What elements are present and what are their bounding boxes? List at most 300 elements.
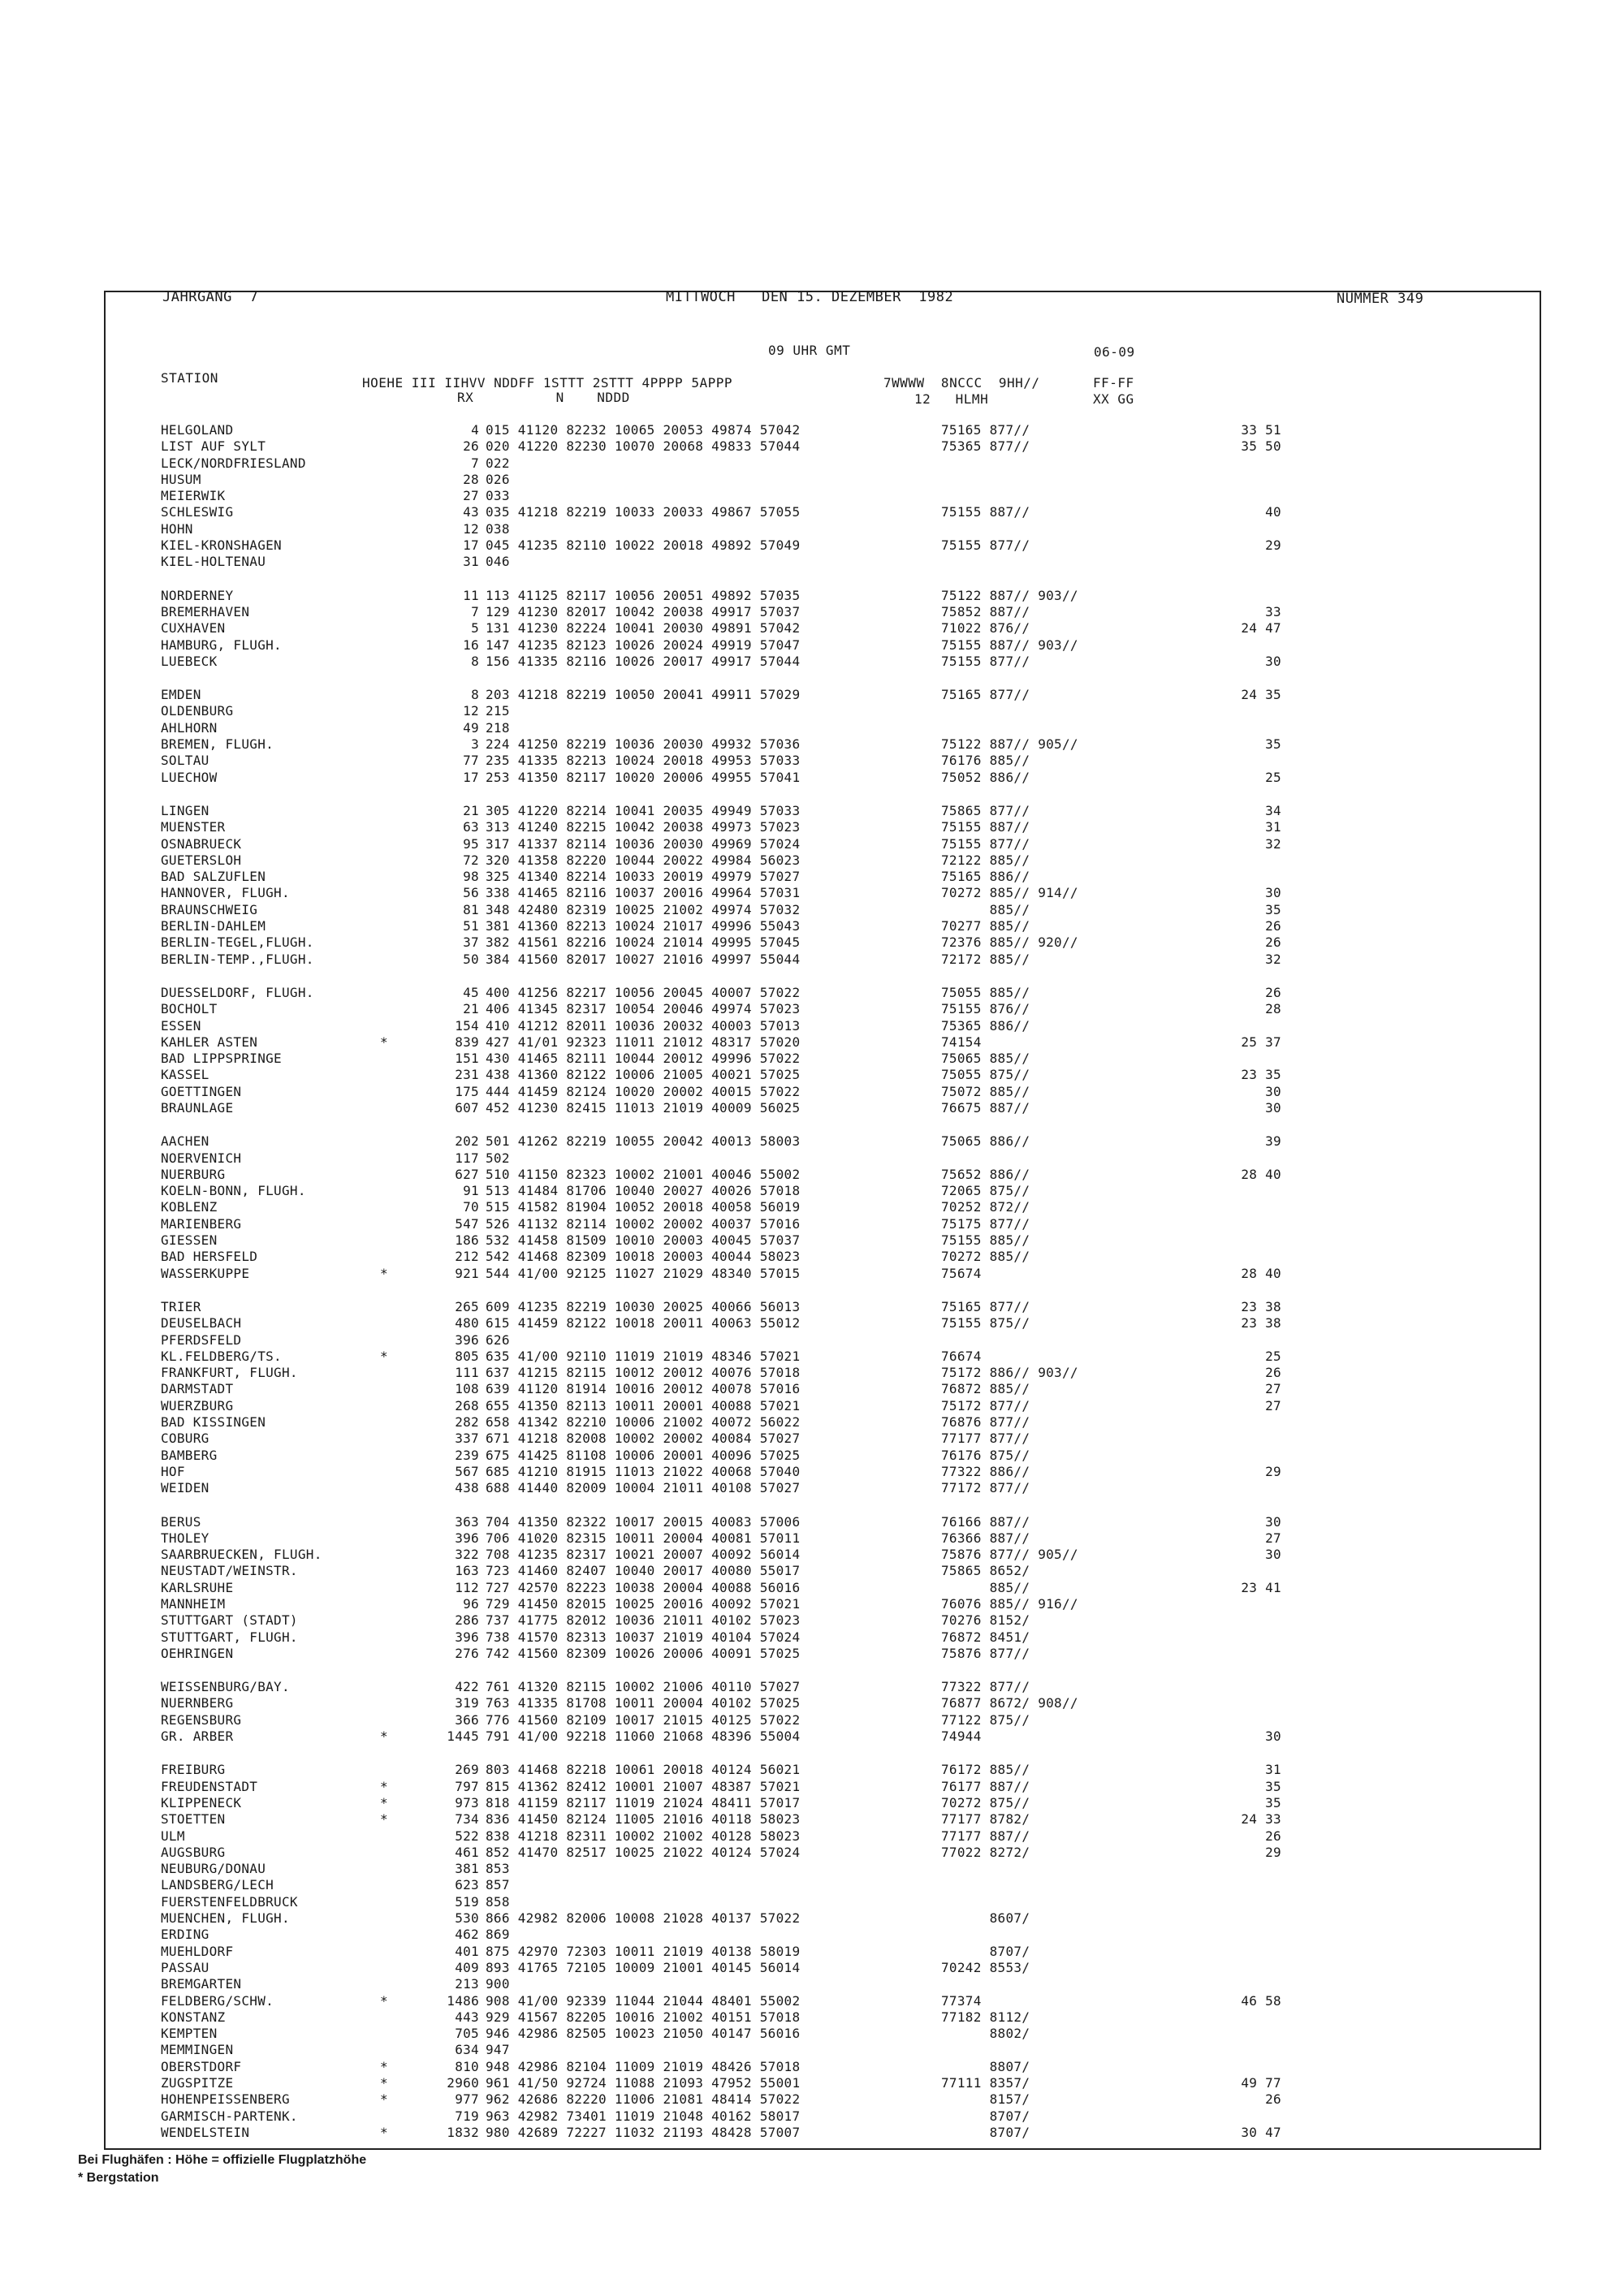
station-height: 70 <box>463 1199 479 1215</box>
synop-groups: 305 41220 82214 10041 20035 49949 57033 <box>486 802 801 818</box>
station-name: OEHRINGEN <box>161 1645 234 1661</box>
synop-groups: 893 41765 72105 10009 21001 40145 56014 <box>486 1959 801 1975</box>
station-name: WEIDEN <box>161 1480 209 1496</box>
synop-groups: 427 41/01 92323 11011 21012 48317 57020 <box>486 1034 801 1050</box>
station-name: THOLEY <box>161 1530 209 1546</box>
weather-groups: 8157/ <box>941 2091 1030 2108</box>
station-height: 96 <box>463 1596 479 1612</box>
weather-groups: 70272 885// <box>941 1249 1030 1265</box>
wind-gusts: 23 38 <box>1241 1315 1281 1331</box>
station-name: AUGSBURG <box>161 1844 226 1860</box>
station-name: CUXHAVEN <box>161 620 226 637</box>
station-height: 37 <box>463 934 479 951</box>
synop-groups: 410 41212 82011 10036 20032 40003 57013 <box>486 1017 801 1034</box>
observation-time: 09 UHR GMT <box>768 343 851 358</box>
station-height: 719 <box>455 2108 479 2124</box>
weather-groups: 70272 875// <box>941 1794 1030 1810</box>
station-name: STUTTGART (STADT) <box>161 1612 298 1629</box>
weather-groups: 76176 885// <box>941 753 1030 769</box>
wind-gusts: 33 <box>1265 603 1281 619</box>
wind-gusts: 35 <box>1265 901 1281 917</box>
weather-groups: 75865 8652/ <box>941 1563 1030 1579</box>
wind-gusts: 26 <box>1265 984 1281 1000</box>
synop-groups: 637 41215 82115 10012 20012 40076 57018 <box>486 1365 801 1381</box>
synop-groups: 639 41120 81914 10016 20012 40078 57016 <box>486 1381 801 1397</box>
wind-gusts: 32 <box>1265 835 1281 852</box>
weather-groups: 76872 885// <box>941 1381 1030 1397</box>
station-name: SAARBRUECKEN, FLUGH. <box>161 1547 322 1563</box>
station-name: REGENSBURG <box>161 1711 242 1728</box>
synop-groups: 858 <box>486 1893 510 1910</box>
synop-groups: 510 41150 82323 10002 21001 40046 55002 <box>486 1166 801 1182</box>
column-header-line2: RX N NDDD <box>457 390 630 405</box>
station-name: ULM <box>161 1828 185 1844</box>
synop-groups: 737 41775 82012 10036 21011 40102 57023 <box>486 1612 801 1629</box>
station-name: BAD HERSFELD <box>161 1249 258 1265</box>
station-name: DARMSTADT <box>161 1381 234 1397</box>
station-height: 1445 <box>447 1728 479 1745</box>
station-name: DUESSELDORF, FLUGH. <box>161 984 314 1000</box>
station-height: 91 <box>463 1183 479 1199</box>
station-height: 186 <box>455 1232 479 1249</box>
station-height: 63 <box>463 819 479 835</box>
station-height: 5 <box>471 620 479 637</box>
station-height: 11 <box>463 587 479 603</box>
weather-groups: 70272 885// 914// <box>941 885 1078 901</box>
wind-gusts: 39 <box>1265 1133 1281 1150</box>
weather-groups: 77177 877// <box>941 1431 1030 1447</box>
weather-groups: 77182 8112/ <box>941 2009 1030 2025</box>
weather-groups: 75065 886// <box>941 1133 1030 1150</box>
station-name: HANNOVER, FLUGH. <box>161 885 290 901</box>
station-height: 443 <box>455 2009 479 2025</box>
station-height: 8 <box>471 653 479 669</box>
mountain-marker: * <box>380 2058 388 2074</box>
wind-gusts: 33 51 <box>1241 422 1281 438</box>
weather-groups: 75365 877// <box>941 438 1030 455</box>
weather-groups: 70242 8553/ <box>941 1959 1030 1975</box>
synop-groups: 338 41465 82116 10037 20016 49964 57031 <box>486 885 801 901</box>
station-height: 17 <box>463 769 479 785</box>
weather-groups: 74154 <box>941 1034 982 1050</box>
weather-groups: 70252 872// <box>941 1199 1030 1215</box>
weather-groups: 75155 875// <box>941 1315 1030 1331</box>
synop-groups: 046 <box>486 554 510 570</box>
synop-groups: 147 41235 82123 10026 20024 49919 57047 <box>486 637 801 653</box>
station-name: HOHENPEISSENBERG <box>161 2091 290 2108</box>
wind-gusts: 27 <box>1265 1397 1281 1413</box>
synop-groups: 382 41561 82216 10024 21014 49995 57045 <box>486 934 801 951</box>
weather-groups: 70277 885// <box>941 918 1030 934</box>
station-name: LECK/NORDFRIESLAND <box>161 455 306 471</box>
station-height: 56 <box>463 885 479 901</box>
synop-groups: 723 41460 82407 10040 20017 40080 55017 <box>486 1563 801 1579</box>
wind-gusts: 27 <box>1265 1381 1281 1397</box>
wind-gusts: 23 35 <box>1241 1067 1281 1083</box>
station-height: 117 <box>455 1150 479 1166</box>
station-height: 202 <box>455 1133 479 1150</box>
station-name: MEMMINGEN <box>161 2042 234 2058</box>
synop-groups: 035 41218 82219 10033 20033 49867 57055 <box>486 504 801 520</box>
wind-gusts: 30 <box>1265 1083 1281 1099</box>
station-name: EMDEN <box>161 687 201 703</box>
station-height: 108 <box>455 1381 479 1397</box>
station-name: BAD SALZUFLEN <box>161 869 266 885</box>
station-name: OBERSTDORF <box>161 2058 242 2074</box>
station-height: 282 <box>455 1414 479 1431</box>
wind-gusts: 30 47 <box>1241 2124 1281 2140</box>
station-name: NOERVENICH <box>161 1150 242 1166</box>
wind-gusts: 26 <box>1265 1365 1281 1381</box>
synop-groups: 704 41350 82322 10017 20015 40083 57006 <box>486 1513 801 1530</box>
synop-groups: 313 41240 82215 10042 20038 49973 57023 <box>486 819 801 835</box>
station-name: KONSTANZ <box>161 2009 226 2025</box>
station-name: KIEL-KRONSHAGEN <box>161 537 282 554</box>
synop-groups: 761 41320 82115 10002 21006 40110 57027 <box>486 1679 801 1695</box>
wind-gusts: 24 35 <box>1241 687 1281 703</box>
weather-groups: 75122 887// 903// <box>941 587 1078 603</box>
weather-groups: 75155 887// 903// <box>941 637 1078 653</box>
mountain-marker: * <box>380 1265 388 1281</box>
synop-groups: 381 41360 82213 10024 21017 49996 55043 <box>486 918 801 934</box>
station-height: 276 <box>455 1645 479 1661</box>
weather-groups: 77111 8357/ <box>941 2075 1030 2091</box>
weather-groups: 8707/ <box>941 1943 1030 1959</box>
station-height: 977 <box>455 2091 479 2108</box>
station-height: 12 <box>463 703 479 719</box>
weather-groups: 76177 887// <box>941 1778 1030 1794</box>
station-name: HELGOLAND <box>161 422 234 438</box>
weather-groups: 75172 877// <box>941 1397 1030 1413</box>
column-groups-line1: 7WWWW 8NCCC 9HH// <box>883 375 1040 391</box>
station-height: 462 <box>455 1927 479 1943</box>
station-height: 839 <box>455 1034 479 1050</box>
station-name: KOBLENZ <box>161 1199 218 1215</box>
weather-groups: 75165 877// <box>941 1298 1030 1314</box>
wind-gusts: 29 <box>1265 537 1281 554</box>
station-name: BREMEN, FLUGH. <box>161 736 274 753</box>
weather-groups: 77177 8782/ <box>941 1811 1030 1828</box>
synop-groups: 857 <box>486 1877 510 1893</box>
weather-groups: 76172 885// <box>941 1762 1030 1778</box>
station-height: 21 <box>463 1001 479 1017</box>
wind-gusts: 30 <box>1265 885 1281 901</box>
wind-gusts: 35 <box>1265 1794 1281 1810</box>
synop-groups: 655 41350 82113 10011 20001 40088 57021 <box>486 1397 801 1413</box>
wind-gusts: 25 37 <box>1241 1034 1281 1050</box>
station-name: BOCHOLT <box>161 1001 218 1017</box>
station-height: 265 <box>455 1298 479 1314</box>
station-name: ERDING <box>161 1927 209 1943</box>
synop-groups: 526 41132 82114 10002 20002 40037 57016 <box>486 1215 801 1232</box>
synop-groups: 542 41468 82309 10018 20003 40044 58023 <box>486 1249 801 1265</box>
station-height: 734 <box>455 1811 479 1828</box>
station-height: 381 <box>455 1861 479 1877</box>
synop-groups: 544 41/00 92125 11027 21029 48340 57015 <box>486 1265 801 1281</box>
station-height: 231 <box>455 1067 479 1083</box>
synop-groups: 325 41340 82214 10033 20019 49979 57027 <box>486 869 801 885</box>
weather-groups: 75876 877// 905// <box>941 1547 1078 1563</box>
station-name: GUETERSLOH <box>161 852 242 868</box>
station-name: OSNABRUECK <box>161 835 242 852</box>
synop-groups: 320 41358 82220 10044 20022 49984 56023 <box>486 852 801 868</box>
weather-groups: 75052 886// <box>941 769 1030 785</box>
wind-gusts: 31 <box>1265 1762 1281 1778</box>
weather-groups: 77322 886// <box>941 1463 1030 1479</box>
station-name: COBURG <box>161 1431 209 1447</box>
synop-groups: 513 41484 81706 10040 20027 40026 57018 <box>486 1183 801 1199</box>
station-name: BAD LIPPSPRINGE <box>161 1051 282 1067</box>
weather-groups: 75155 877// <box>941 835 1030 852</box>
station-height: 705 <box>455 2026 479 2042</box>
wind-gusts: 26 <box>1265 918 1281 934</box>
synop-groups: 015 41120 82232 10065 20053 49874 57042 <box>486 422 801 438</box>
station-name: PASSAU <box>161 1959 209 1975</box>
synop-groups: 444 41459 82124 10020 20002 40015 57022 <box>486 1083 801 1099</box>
station-name: MUEHLDORF <box>161 1943 234 1959</box>
synop-groups: 022 <box>486 455 510 471</box>
synop-groups: 609 41235 82219 10030 20025 40066 56013 <box>486 1298 801 1314</box>
date-label: MITTWOCH DEN 15. DEZEMBER 1982 <box>666 289 954 305</box>
synop-groups: 235 41335 82213 10024 20018 49953 57033 <box>486 753 801 769</box>
synop-groups: 838 41218 82311 10002 21002 40128 58023 <box>486 1828 801 1844</box>
station-height: 530 <box>455 1910 479 1927</box>
station-height: 95 <box>463 835 479 852</box>
weather-groups: 76366 887// <box>941 1530 1030 1546</box>
station-name: LINGEN <box>161 802 209 818</box>
station-name: KASSEL <box>161 1067 209 1083</box>
mountain-marker: * <box>380 1728 388 1745</box>
wind-gusts: 26 <box>1265 934 1281 951</box>
wind-gusts: 28 40 <box>1241 1265 1281 1281</box>
station-name: BREMERHAVEN <box>161 603 250 619</box>
weather-groups: 77374 <box>941 1992 982 2009</box>
station-height: 26 <box>463 438 479 455</box>
weather-groups: 75155 887// <box>941 819 1030 835</box>
synop-groups: 658 41342 82210 10006 21002 40072 56022 <box>486 1414 801 1431</box>
station-height: 8 <box>471 687 479 703</box>
weather-groups: 75055 885// <box>941 984 1030 1000</box>
weather-groups: 75155 885// <box>941 1232 1030 1249</box>
wind-gusts: 32 <box>1265 951 1281 967</box>
station-name: BAMBERG <box>161 1447 218 1463</box>
station-name: STUTTGART, FLUGH. <box>161 1629 298 1645</box>
station-name: MANNHEIM <box>161 1596 226 1612</box>
station-name: LANDSBERG/LECH <box>161 1877 274 1893</box>
issue-number: NUMMER 349 <box>1337 291 1424 307</box>
station-name: OLDENBURG <box>161 703 234 719</box>
synop-groups: 203 41218 82219 10050 20041 49911 57029 <box>486 687 801 703</box>
wind-gusts: 28 40 <box>1241 1166 1281 1182</box>
synop-groups: 685 41210 81915 11013 21022 40068 57040 <box>486 1463 801 1479</box>
wind-gusts: 24 33 <box>1241 1811 1281 1828</box>
station-height: 286 <box>455 1612 479 1629</box>
weather-groups: 77322 877// <box>941 1679 1030 1695</box>
station-name: STOETTEN <box>161 1811 226 1828</box>
weather-groups: 76876 877// <box>941 1414 1030 1431</box>
station-height: 461 <box>455 1844 479 1860</box>
volume-label: JAHRGANG 7 <box>162 289 259 305</box>
station-name: WUERZBURG <box>161 1397 234 1413</box>
synop-groups: 635 41/00 92110 11019 21019 48346 57021 <box>486 1348 801 1364</box>
station-name: FRANKFURT, FLUGH. <box>161 1365 298 1381</box>
weather-groups: 75155 876// <box>941 1001 1030 1017</box>
wind-gusts: 46 58 <box>1241 1992 1281 2009</box>
station-height: 2960 <box>447 2075 479 2091</box>
station-height: 81 <box>463 901 479 917</box>
wind-gusts: 49 77 <box>1241 2075 1281 2091</box>
column-header-line1: HOEHE III IIHVV NDDFF 1STTT 2STTT 4PPPP 5APPP <box>362 375 732 391</box>
station-name: TRIER <box>161 1298 201 1314</box>
synop-groups: 791 41/00 92218 11060 21068 48396 55004 <box>486 1728 801 1745</box>
weather-groups: 75674 <box>941 1265 982 1281</box>
station-name: KLIPPENECK <box>161 1794 242 1810</box>
footnote-mountain-station: * Bergstation <box>78 2171 159 2185</box>
station-height: 627 <box>455 1166 479 1182</box>
weather-groups: 75155 877// <box>941 653 1030 669</box>
station-name: SCHLESWIG <box>161 504 234 520</box>
station-height: 175 <box>455 1083 479 1099</box>
station-height: 151 <box>455 1051 479 1067</box>
wind-gusts: 23 41 <box>1241 1579 1281 1595</box>
weather-groups: 75122 887// 905// <box>941 736 1078 753</box>
synop-groups: 869 <box>486 1927 510 1943</box>
station-name: FELDBERG/SCHW. <box>161 1992 274 2009</box>
synop-groups: 452 41230 82415 11013 21019 40009 56025 <box>486 1099 801 1116</box>
weather-groups: 76877 8672/ 908// <box>941 1695 1078 1711</box>
weather-groups: 885// <box>941 901 1030 917</box>
station-height: 607 <box>455 1099 479 1116</box>
station-name: MUENCHEN, FLUGH. <box>161 1910 290 1927</box>
wind-gusts: 30 <box>1265 1728 1281 1745</box>
synop-groups: 742 41560 82309 10026 20006 40091 57025 <box>486 1645 801 1661</box>
station-name: LIST AUF SYLT <box>161 438 266 455</box>
station-height: 973 <box>455 1794 479 1810</box>
station-height: 212 <box>455 1249 479 1265</box>
wind-gusts: 30 <box>1265 1099 1281 1116</box>
wind-gusts: 34 <box>1265 802 1281 818</box>
station-name: HAMBURG, FLUGH. <box>161 637 282 653</box>
station-name: BRAUNSCHWEIG <box>161 901 258 917</box>
mountain-marker: * <box>380 1794 388 1810</box>
mountain-marker: * <box>380 1992 388 2009</box>
synop-groups: 875 42970 72303 10011 21019 40138 58019 <box>486 1943 801 1959</box>
weather-groups: 76176 875// <box>941 1447 1030 1463</box>
wind-gusts: 29 <box>1265 1463 1281 1479</box>
station-height: 396 <box>455 1530 479 1546</box>
synop-groups: 626 <box>486 1331 510 1348</box>
station-name: WENDELSTEIN <box>161 2124 250 2140</box>
station-height: 239 <box>455 1447 479 1463</box>
weather-groups: 75165 877// <box>941 687 1030 703</box>
synop-groups: 706 41020 82315 10011 20004 40081 57011 <box>486 1530 801 1546</box>
station-name: PFERDSFELD <box>161 1331 242 1348</box>
station-height: 547 <box>455 1215 479 1232</box>
station-name: KAHLER ASTEN <box>161 1034 258 1050</box>
synop-groups: 908 41/00 92339 11044 21044 48401 55002 <box>486 1992 801 2009</box>
station-height: 623 <box>455 1877 479 1893</box>
synop-groups: 045 41235 82110 10022 20018 49892 57049 <box>486 537 801 554</box>
synop-groups: 113 41125 82117 10056 20051 49892 57035 <box>486 587 801 603</box>
station-name: MARIENBERG <box>161 1215 242 1232</box>
synop-groups: 156 41335 82116 10026 20017 49917 57044 <box>486 653 801 669</box>
station-height: 337 <box>455 1431 479 1447</box>
synop-groups: 803 41468 82218 10061 20018 40124 56021 <box>486 1762 801 1778</box>
station-height: 7 <box>471 603 479 619</box>
weather-groups: 74944 <box>941 1728 982 1745</box>
station-name: HOF <box>161 1463 185 1479</box>
station-height: 51 <box>463 918 479 934</box>
weather-groups: 885// <box>941 1579 1030 1595</box>
station-height: 268 <box>455 1397 479 1413</box>
station-name: DEUSELBACH <box>161 1315 242 1331</box>
station-name: SOLTAU <box>161 753 209 769</box>
station-name: KARLSRUHE <box>161 1579 234 1595</box>
weather-groups: 75165 886// <box>941 869 1030 885</box>
synop-groups: 961 41/50 92724 11088 21093 47952 55001 <box>486 2075 801 2091</box>
mountain-marker: * <box>380 2091 388 2108</box>
synop-groups: 532 41458 81509 10010 20003 40045 57037 <box>486 1232 801 1249</box>
weather-groups: 72376 885// 920// <box>941 934 1078 951</box>
station-height: 921 <box>455 1265 479 1281</box>
wind-gusts: 35 <box>1265 736 1281 753</box>
station-height: 27 <box>463 488 479 504</box>
report-frame <box>104 291 1541 2150</box>
synop-groups: 947 <box>486 2042 510 2058</box>
synop-groups: 980 42689 72227 11032 21193 48428 57007 <box>486 2124 801 2140</box>
station-height: 28 <box>463 471 479 487</box>
wind-gusts: 23 38 <box>1241 1298 1281 1314</box>
station-name: FREUDENSTADT <box>161 1778 258 1794</box>
weather-groups: 8802/ <box>941 2026 1030 2042</box>
synop-groups: 962 42686 82220 11006 21081 48414 57022 <box>486 2091 801 2108</box>
station-name: LUECHOW <box>161 769 218 785</box>
station-height: 45 <box>463 984 479 1000</box>
station-name: NEUSTADT/WEINSTR. <box>161 1563 298 1579</box>
column-ff-line2: XX GG <box>1093 391 1134 407</box>
station-name: AHLHORN <box>161 719 218 736</box>
column-station: STATION <box>161 370 218 386</box>
weather-groups: 75365 886// <box>941 1017 1030 1034</box>
synop-groups: 131 41230 82224 10041 20030 49891 57042 <box>486 620 801 637</box>
synop-groups: 866 42982 82006 10008 21028 40137 57022 <box>486 1910 801 1927</box>
station-name: BERUS <box>161 1513 201 1530</box>
synop-groups: 963 42982 73401 11019 21048 40162 58017 <box>486 2108 801 2124</box>
station-name: KEMPTEN <box>161 2026 218 2042</box>
synop-groups: 948 42986 82104 11009 21019 48426 57018 <box>486 2058 801 2074</box>
synop-groups: 815 41362 82412 10001 21007 48387 57021 <box>486 1778 801 1794</box>
synop-groups: 253 41350 82117 10020 20006 49955 57041 <box>486 769 801 785</box>
weather-groups: 75055 875// <box>941 1067 1030 1083</box>
wind-gusts: 25 <box>1265 1348 1281 1364</box>
station-name: FUERSTENFELDBRUCK <box>161 1893 298 1910</box>
station-height: 7 <box>471 455 479 471</box>
wind-gusts: 25 <box>1265 769 1281 785</box>
synop-groups: 675 41425 81108 10006 20001 40096 57025 <box>486 1447 801 1463</box>
station-name: NUERNBERG <box>161 1695 234 1711</box>
station-height: 77 <box>463 753 479 769</box>
station-height: 319 <box>455 1695 479 1711</box>
synop-groups: 406 41345 82317 10054 20046 49974 57023 <box>486 1001 801 1017</box>
weather-groups: 76872 8451/ <box>941 1629 1030 1645</box>
wind-gusts: 30 <box>1265 1513 1281 1530</box>
station-height: 567 <box>455 1463 479 1479</box>
weather-groups: 75165 877// <box>941 422 1030 438</box>
synop-groups: 929 41567 82205 10016 21002 40151 57018 <box>486 2009 801 2025</box>
station-name: BERLIN-TEMP.,FLUGH. <box>161 951 314 967</box>
synop-groups: 430 41465 82111 10044 20012 49996 57022 <box>486 1051 801 1067</box>
station-height: 322 <box>455 1547 479 1563</box>
